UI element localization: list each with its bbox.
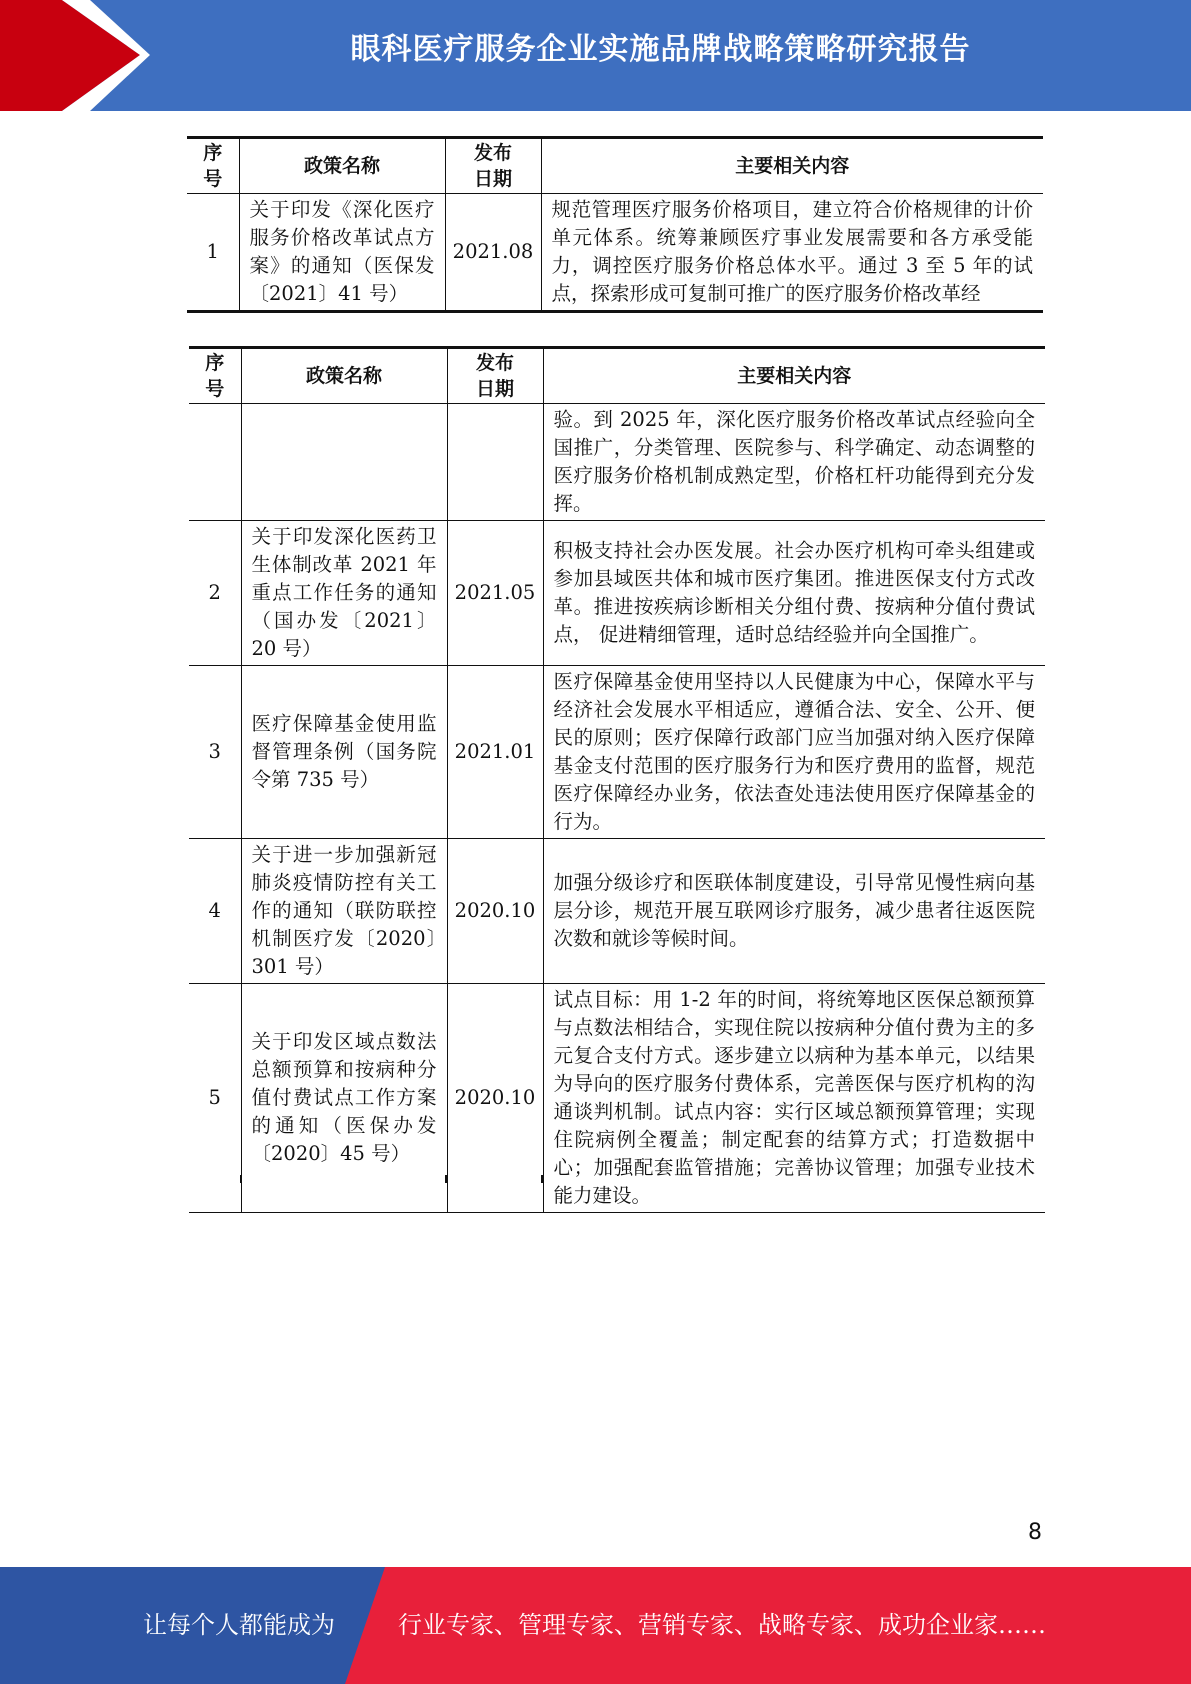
policy-date: 2021.08 [445, 194, 541, 312]
table-row [189, 839, 1045, 984]
policy-name [241, 404, 447, 521]
header-banner [0, 0, 1191, 111]
page-number: 8 [1028, 1520, 1042, 1545]
policy-date: 2021.01 [447, 666, 543, 839]
table-header-row [189, 348, 1045, 404]
policy-date: 2020.10 [447, 984, 543, 1213]
policy-name: 关于印发《深化医疗服务价格改革试点方案》的通知（医保发〔2021〕41 号） [239, 194, 445, 312]
table-header-row [187, 138, 1043, 194]
row-index: 1 [187, 194, 239, 312]
row-index: 2 [189, 521, 241, 666]
policy-content: 试点目标：用 1-2 年的时间，将统筹地区医保总额预算与点数法相结合，实现住院以按病种分值付费为主的多元复合支付方式。逐步建立以病种为基本单元，以结果为导向的医疗服务付费体系，完善医保与医疗机构的沟通谈判机制。试点内容：实行区域总额预算管理；实现住院病例全覆盖；制定配套的结算方式；打造数据中心；加强配套监管措施；完善协议管理；加强专业技术能力建设。 [543, 984, 1045, 1213]
policy-date: 2021.05 [447, 521, 543, 666]
footer-slogan-right: 行业专家、管理专家、营销专家、战略专家、成功企业家…… [398, 1611, 1046, 1639]
table-row [189, 666, 1045, 839]
policy-table-1 [187, 136, 1043, 313]
policy-content: 医疗保障基金使用坚持以人民健康为中心，保障水平与经济社会发展水平相适应，遵循合法、安全、公开、便民的原则；医疗保障行政部门应当加强对纳入医疗保障基金支付范围的医疗服务行为和医疗费用的监督，规范医疗保障经办业务，依法查处违法使用医疗保障基金的行为。 [543, 666, 1045, 839]
header-content: 主要相关内容 [541, 138, 1043, 194]
table-row [189, 404, 1045, 521]
policy-name: 关于进一步加强新冠肺炎疫情防控有关工作的通知（联防联控机制医疗发〔2020〕301 号） [241, 839, 447, 984]
table-continuation-tick [240, 1175, 242, 1183]
policy-name: 关于印发深化医药卫生体制改革 2021 年重点工作任务的通知（国办发〔2021〕20 号） [241, 521, 447, 666]
row-index: 5 [189, 984, 241, 1213]
table-row [189, 521, 1045, 666]
report-title: 眼科医疗服务企业实施品牌战略策略研究报告 [350, 32, 971, 67]
header-date: 发布 日期 [445, 138, 541, 194]
policy-table-2 [189, 346, 1045, 1213]
policy-name: 关于印发区域点数法总额预算和按病种分值付费试点工作方案的通知（医保办发〔2020〕45 号） [241, 984, 447, 1213]
row-index: 4 [189, 839, 241, 984]
policy-date [447, 404, 543, 521]
footer-slogan-left: 让每个人都能成为 [143, 1611, 335, 1639]
header-index: 序 号 [189, 348, 241, 404]
header-name: 政策名称 [239, 138, 445, 194]
header-index: 序 号 [187, 138, 239, 194]
header-date: 发布 日期 [447, 348, 543, 404]
policy-content: 积极支持社会办医发展。社会办医疗机构可牵头组建或参加县域医共体和城市医疗集团。推进医保支付方式改革。推进按疾病诊断相关分组付费、按病种分值付费试点， 促进精细管理，适时总结经验并向全国推广。 [543, 521, 1045, 666]
row-index: 3 [189, 666, 241, 839]
table-continuation-tick [445, 1175, 447, 1183]
policy-content: 加强分级诊疗和医联体制度建设，引导常见慢性病向基层分诊，规范开展互联网诊疗服务，减少患者往返医院次数和就诊等候时间。 [543, 839, 1045, 984]
footer-banner [0, 1567, 1191, 1684]
header-content: 主要相关内容 [543, 348, 1045, 404]
table-row [187, 194, 1043, 312]
policy-content: 规范管理医疗服务价格项目，建立符合价格规律的计价单元体系。统筹兼顾医疗事业发展需要和各方承受能力，调控医疗服务价格总体水平。通过 3 至 5 年的试点，探索形成可复制可推广的医疗服务价格改革经 [541, 194, 1043, 312]
row-index [189, 404, 241, 521]
policy-name: 医疗保障基金使用监督管理条例（国务院令第 735 号） [241, 666, 447, 839]
table-row [189, 984, 1045, 1213]
policy-content: 验。到 2025 年，深化医疗服务价格改革试点经验向全国推广，分类管理、医院参与、科学确定、动态调整的医疗服务价格机制成熟定型，价格杠杆功能得到充分发挥。 [543, 404, 1045, 521]
table-continuation-tick [541, 1175, 543, 1183]
header-name: 政策名称 [241, 348, 447, 404]
policy-date: 2020.10 [447, 839, 543, 984]
